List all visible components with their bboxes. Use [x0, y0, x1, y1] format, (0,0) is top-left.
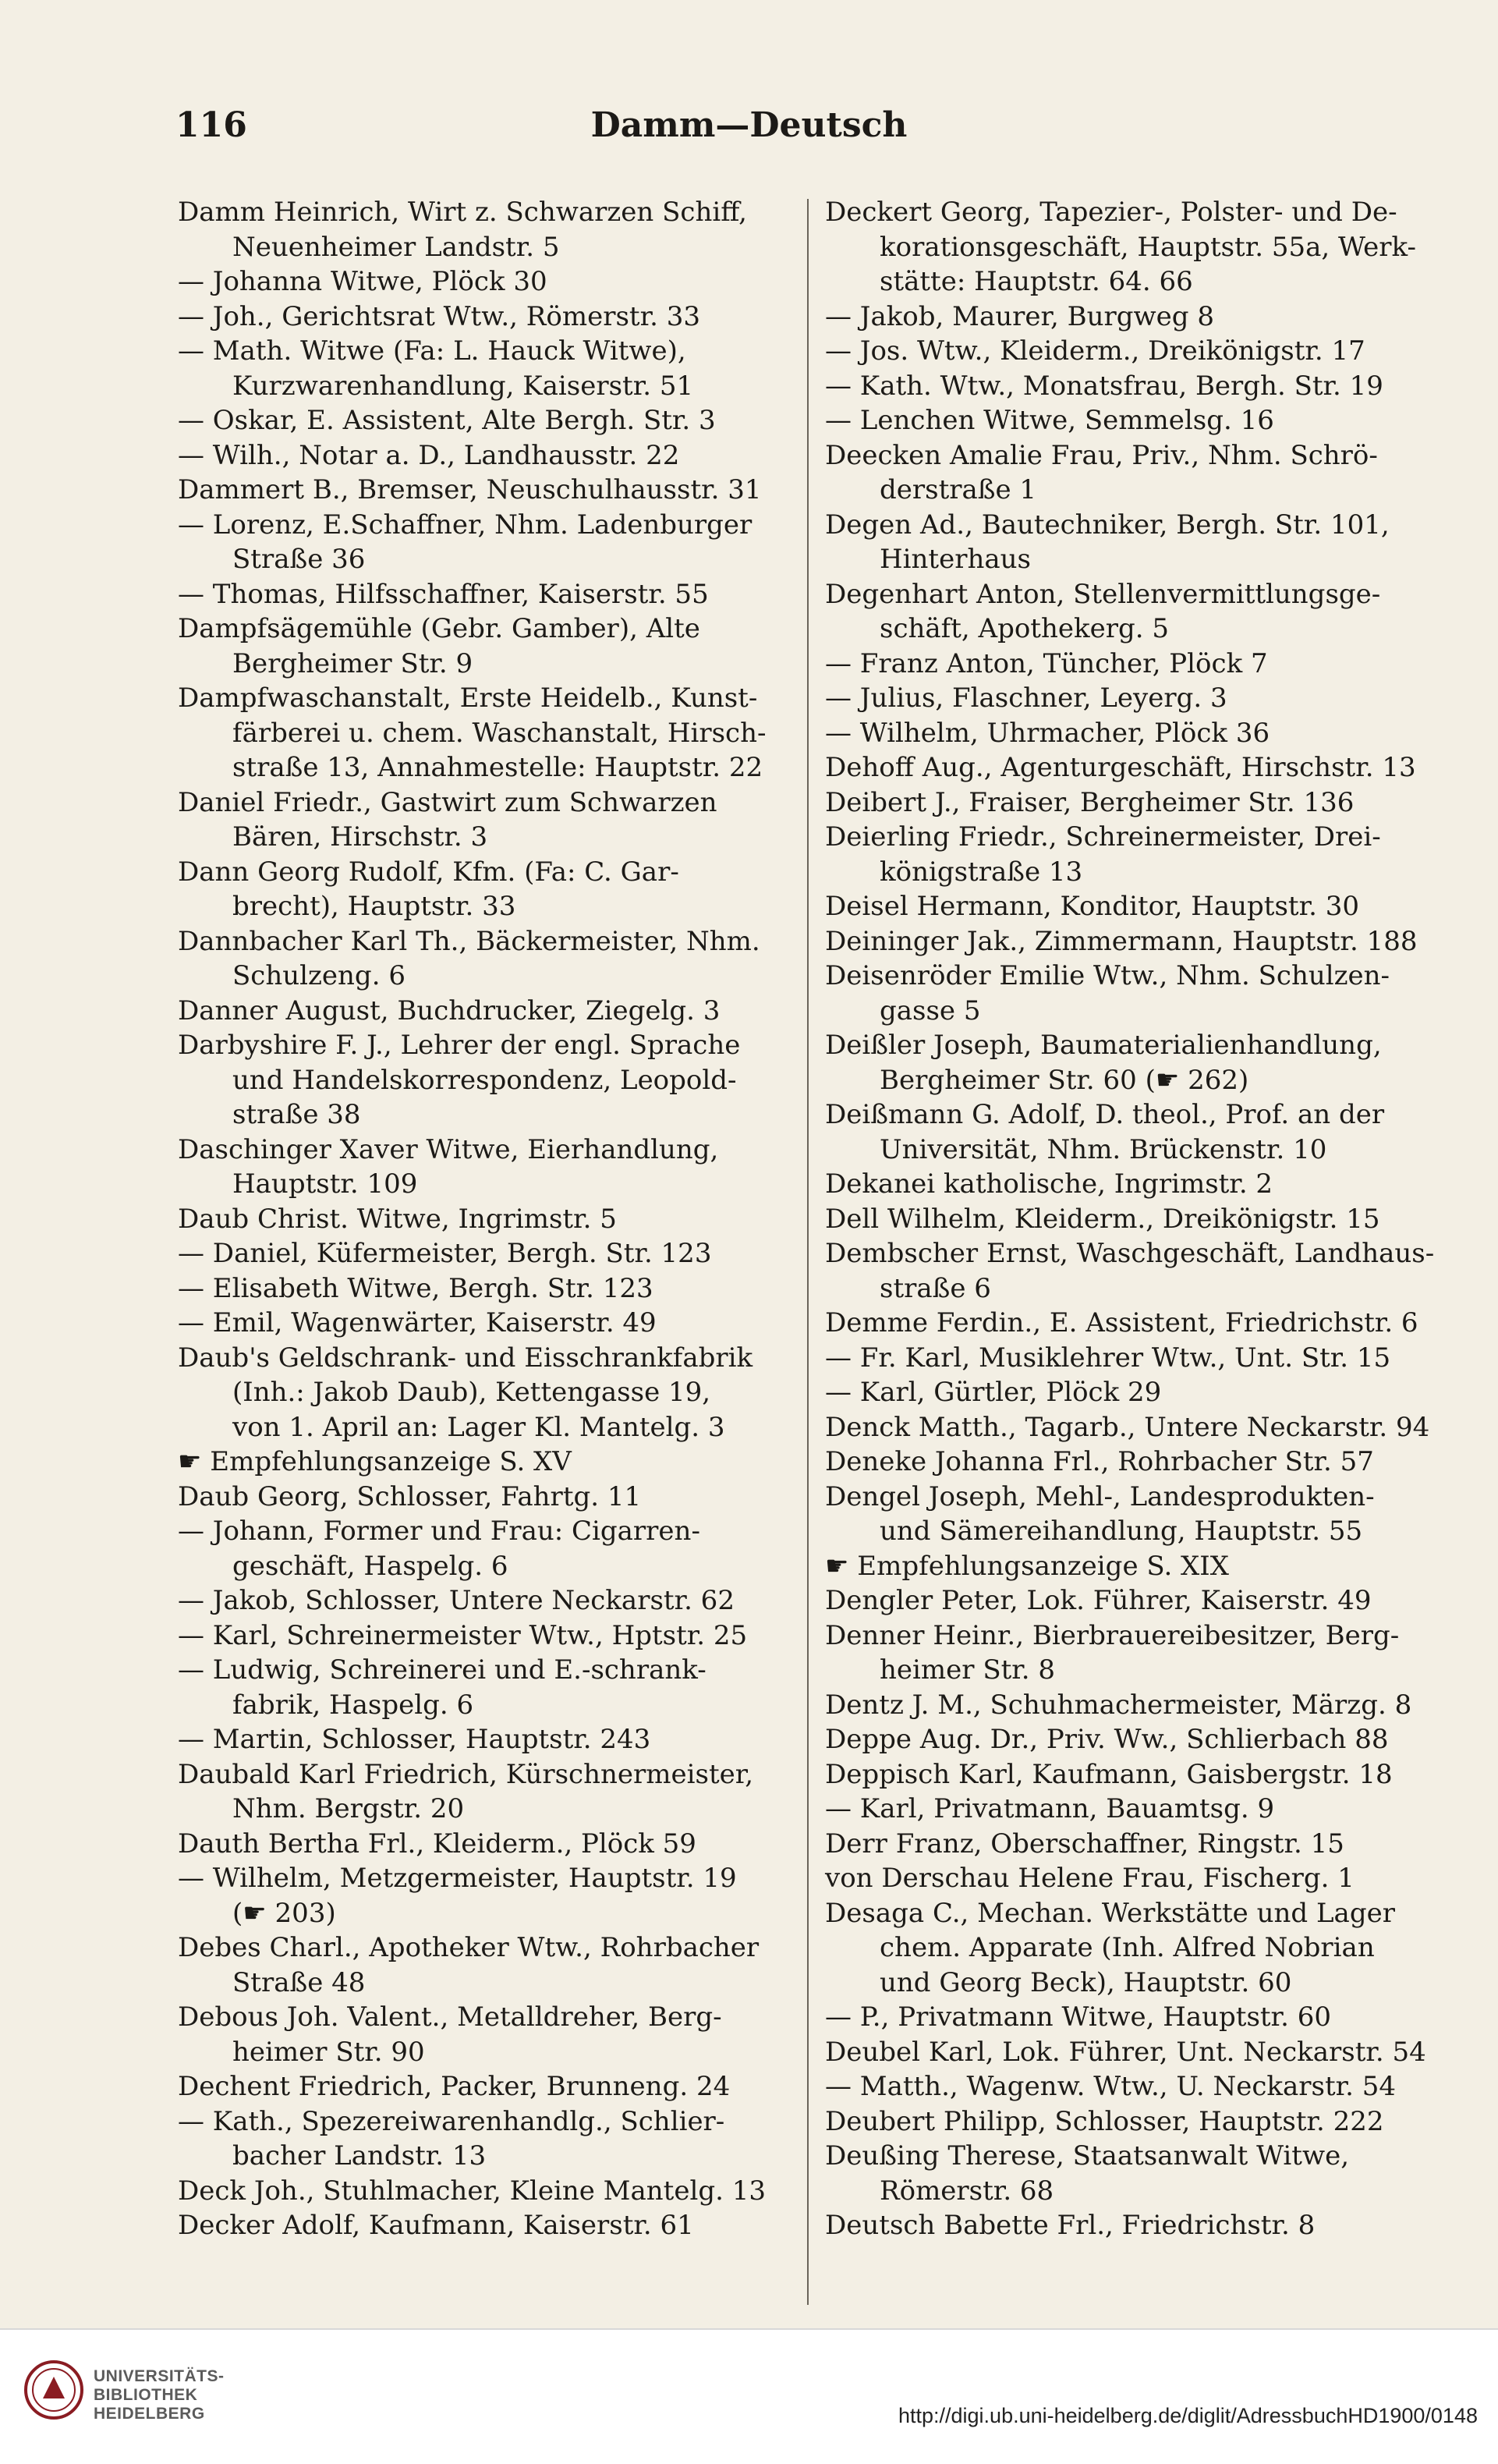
directory-entry: [825, 1306, 1457, 1341]
directory-entry: [825, 1688, 1457, 1723]
directory-entry: [825, 1028, 1457, 1097]
directory-entry: [825, 1445, 1457, 1480]
entry-line: Deck Joh., Stuhlmacher, Kleine Mantelg. 13: [178, 2175, 766, 2207]
directory-entry: [178, 1306, 802, 1341]
directory-entry: [825, 1792, 1457, 1827]
directory-entry: [825, 785, 1457, 821]
entry-line: Deckert Georg, Tapezier-, Polster- und De-: [825, 197, 1397, 228]
entry-continuation: derstraße 1: [880, 474, 1037, 505]
directory-entry: [825, 716, 1457, 751]
directory-entry: [825, 2069, 1457, 2104]
entry-line: Damm Heinrich, Wirt z. Schwarzen Schiff,: [178, 197, 747, 228]
entry-line: — Julius, Flaschner, Leyerg. 3: [825, 682, 1227, 714]
entry-continuation: Straße 48: [232, 1966, 366, 1998]
directory-entry: [825, 2104, 1457, 2140]
entry-line: Darbyshire F. J., Lehrer der engl. Sprache: [178, 1030, 741, 1061]
entry-line: — Emil, Wagenwärter, Kaiserstr. 49: [178, 1307, 657, 1338]
entry-line: — Thomas, Hilfsschaffner, Kaiserstr. 55: [178, 578, 709, 610]
entry-continuation: Universität, Nhm. Brückenstr. 10: [880, 1133, 1327, 1165]
directory-entry: [825, 1549, 1457, 1584]
source-url[interactable]: http://digi.ub.uni-heidelberg.de/diglit/AdressbuchHD1900/0148: [898, 2404, 1478, 2427]
entry-line: Deutsch Babette Frl., Friedrichstr. 8: [825, 2210, 1316, 2241]
directory-entry: [825, 577, 1457, 647]
entry-line: — Martin, Schlosser, Hauptstr. 243: [178, 1724, 651, 1755]
directory-entry: [178, 1583, 802, 1618]
right-column: [825, 195, 1457, 2243]
entry-continuation: gasse 5: [880, 994, 981, 1026]
entry-line: Deneke Johanna Frl., Rohrbacher Str. 57: [825, 1446, 1374, 1477]
entry-continuation: Römerstr. 68: [880, 2175, 1054, 2207]
directory-entry: [178, 994, 802, 1029]
directory-entry: [825, 1236, 1457, 1306]
entry-line: ☛ Empfehlungsanzeige S. XIX: [825, 1550, 1229, 1582]
directory-entry: [178, 2208, 802, 2243]
entry-line: Deußing Therese, Staatsanwalt Witwe,: [825, 2140, 1349, 2172]
directory-entry: [825, 1341, 1457, 1376]
entry-line: Dann Georg Rudolf, Kfm. (Fa: C. Gar-: [178, 856, 679, 888]
directory-entry: [178, 1861, 802, 1930]
entry-line: Dampfwaschanstalt, Erste Heidelb., Kunst-: [178, 682, 758, 714]
entry-line: Deppisch Karl, Kaufmann, Gaisbergstr. 18: [825, 1758, 1393, 1790]
entry-line: Denner Heinr., Bierbrauereibesitzer, Berg-: [825, 1619, 1400, 1651]
directory-entry: [825, 195, 1457, 300]
directory-entry: [178, 300, 802, 335]
entry-line: Dannbacher Karl Th., Bäckermeister, Nhm.: [178, 925, 760, 957]
directory-entry: [825, 647, 1457, 682]
entry-continuation: (☛ 203): [232, 1897, 336, 1929]
footer-bar: [0, 2328, 1498, 2464]
library-line: UNIVERSITÄTS-: [94, 2367, 225, 2385]
entry-line: — Daniel, Küfermeister, Bergh. Str. 123: [178, 1238, 712, 1269]
entry-line: — Oskar, E. Assistent, Alte Bergh. Str. 3: [178, 405, 716, 436]
directory-entry: [825, 681, 1457, 716]
directory-entry: [825, 1757, 1457, 1792]
directory-entry: [178, 403, 802, 438]
entry-line: Deißmann G. Adolf, D. theol., Prof. an der: [825, 1099, 1385, 1130]
entry-continuation: Bären, Hirschstr. 3: [232, 821, 488, 853]
directory-entry: [825, 403, 1457, 438]
entry-line: Dehoff Aug., Agenturgeschäft, Hirschstr. 13: [825, 752, 1416, 783]
entry-line: Deecken Amalie Frau, Priv., Nhm. Schrö-: [825, 439, 1378, 471]
entry-line: Dechent Friedrich, Packer, Brunneng. 24: [178, 2071, 731, 2102]
directory-entry: [178, 473, 802, 508]
entry-line: Deubert Philipp, Schlosser, Hauptstr. 222: [825, 2105, 1384, 2137]
library-name: [94, 2367, 225, 2423]
directory-entry: [825, 2035, 1457, 2070]
entry-continuation: straße 6: [880, 1272, 991, 1304]
directory-entry: [825, 1097, 1457, 1167]
entry-continuation: Schulzeng. 6: [232, 960, 405, 991]
directory-entry: [178, 1341, 802, 1445]
directory-entry: [178, 1133, 802, 1202]
entry-line: — Wilhelm, Metzgermeister, Hauptstr. 19: [178, 1863, 737, 1894]
entry-continuation: färberei u. chem. Waschanstalt, Hirsch-: [232, 717, 767, 749]
directory-entry: [178, 924, 802, 994]
directory-entry: [178, 2174, 802, 2209]
directory-entry: [178, 1653, 802, 1722]
entry-continuation: königstraße 13: [880, 856, 1083, 888]
directory-entry: [178, 1271, 802, 1306]
entry-line: Deißler Joseph, Baumaterialienhandlung,: [825, 1030, 1382, 1061]
directory-entry: [825, 1167, 1457, 1202]
entry-continuation: heimer Str. 90: [232, 2036, 425, 2068]
page-number: 116: [175, 105, 247, 145]
directory-entry: [178, 1930, 802, 2000]
library-line: HEIDELBERG: [94, 2405, 205, 2423]
page-title: Damm—Deutsch: [590, 105, 908, 145]
entry-line: Dengler Peter, Lok. Führer, Kaiserstr. 49: [825, 1585, 1372, 1616]
entry-line: Dauth Bertha Frl., Kleiderm., Plöck 59: [178, 1828, 696, 1860]
directory-entry: [178, 1827, 802, 1862]
entry-line: Denck Matth., Tagarb., Untere Neckarstr. 94: [825, 1411, 1430, 1443]
entry-line: — Ludwig, Schreinerei und E.-schrank-: [178, 1654, 707, 1686]
directory-entry: [178, 785, 802, 855]
entry-line: Daub Christ. Witwe, Ingrimstr. 5: [178, 1203, 617, 1235]
directory-entry: [178, 264, 802, 300]
directory-entry: [825, 1861, 1457, 1896]
directory-entry: [825, 438, 1457, 508]
entry-line: Deppe Aug. Dr., Priv. Ww., Schlierbach 88: [825, 1724, 1389, 1755]
directory-entry: [825, 2208, 1457, 2243]
directory-entry: [825, 959, 1457, 1028]
entry-continuation: Kurzwarenhandlung, Kaiserstr. 51: [232, 370, 694, 402]
directory-entry: [825, 1480, 1457, 1549]
entry-continuation: straße 13, Annahmestelle: Hauptstr. 22: [232, 752, 763, 783]
entry-line: Danner August, Buchdrucker, Ziegelg. 3: [178, 994, 721, 1026]
directory-entry: [178, 1445, 802, 1480]
directory-entry: [825, 1202, 1457, 1237]
entry-continuation: Bergheimer Str. 9: [232, 647, 473, 679]
entry-line: Debous Joh. Valent., Metalldreher, Berg-: [178, 2001, 722, 2033]
entry-line: — Kath., Spezereiwarenhandlg., Schlier-: [178, 2105, 725, 2137]
directory-entry: [825, 2000, 1457, 2035]
entry-line: — Fr. Karl, Musiklehrer Wtw., Unt. Str. 15: [825, 1342, 1391, 1374]
entry-continuation: chem. Apparate (Inh. Alfred Nobrian: [880, 1932, 1375, 1963]
entry-line: — Johanna Witwe, Plöck 30: [178, 266, 547, 297]
directory-entry: [178, 1202, 802, 1237]
university-seal-icon: [23, 2359, 84, 2420]
entry-line: Dentz J. M., Schuhmachermeister, Märzg. 8: [825, 1689, 1412, 1721]
entry-line: von Derschau Helene Frau, Fischerg. 1: [825, 1863, 1355, 1894]
entry-line: Deubel Karl, Lok. Führer, Unt. Neckarstr. 54: [825, 2036, 1426, 2068]
directory-entry: [825, 300, 1457, 335]
entry-continuation: Hauptstr. 109: [232, 1168, 418, 1200]
directory-entry: [178, 195, 802, 264]
entry-line: — Karl, Gürtler, Plöck 29: [825, 1377, 1162, 1408]
left-column: [178, 195, 802, 2243]
entry-line: Deisel Hermann, Konditor, Hauptstr. 30: [825, 891, 1359, 922]
entry-line: Debes Charl., Apotheker Wtw., Rohrbacher: [178, 1932, 760, 1963]
directory-entry: [178, 2000, 802, 2069]
entry-line: Dengel Joseph, Mehl-, Landesprodukten-: [825, 1480, 1375, 1512]
entry-continuation: Bergheimer Str. 60 (☛ 262): [880, 1064, 1249, 1096]
entry-line: — Jakob, Maurer, Burgweg 8: [825, 300, 1214, 332]
entry-line: — Jos. Wtw., Kleiderm., Dreikönigstr. 17: [825, 335, 1365, 367]
directory-entry: [178, 681, 802, 785]
directory-entry: [178, 2104, 802, 2174]
entry-line: Dekanei katholische, Ingrimstr. 2: [825, 1168, 1273, 1200]
entry-continuation: schäft, Apothekerg. 5: [880, 613, 1169, 644]
entry-continuation: straße 38: [232, 1099, 361, 1130]
entry-continuation: heimer Str. 8: [880, 1654, 1056, 1686]
directory-entry: [178, 855, 802, 924]
entry-line: Daub's Geldschrank- und Eisschrankfabrik: [178, 1342, 753, 1374]
entry-continuation: Hinterhaus: [880, 544, 1031, 575]
entry-line: Deibert J., Fraiser, Bergheimer Str. 136: [825, 786, 1355, 818]
entry-continuation: (Inh.: Jakob Daub), Kettengasse 19,: [232, 1377, 711, 1408]
directory-entry: [178, 508, 802, 577]
directory-entry: [178, 1618, 802, 1654]
entry-continuation: von 1. April an: Lager Kl. Mantelg. 3: [232, 1411, 725, 1443]
directory-entry: [825, 1375, 1457, 1410]
directory-entry: [825, 1410, 1457, 1445]
entry-line: — Matth., Wagenw. Wtw., U. Neckarstr. 54: [825, 2071, 1397, 2102]
entry-line: — Jakob, Schlosser, Untere Neckarstr. 62: [178, 1585, 735, 1616]
entry-line: Daschinger Xaver Witwe, Eierhandlung,: [178, 1133, 719, 1165]
directory-entry: [825, 889, 1457, 924]
entry-continuation: korationsgeschäft, Hauptstr. 55a, Werk-: [880, 231, 1417, 263]
entry-line: — Kath. Wtw., Monatsfrau, Bergh. Str. 19: [825, 370, 1383, 402]
directory-entry: [178, 1480, 802, 1515]
directory-entry: [825, 334, 1457, 369]
entry-line: Dammert B., Bremser, Neuschulhausstr. 31: [178, 474, 762, 505]
entry-continuation: Neuenheimer Landstr. 5: [232, 231, 560, 263]
entry-line: Daubald Karl Friedrich, Kürschnermeister,: [178, 1758, 754, 1790]
entry-line: — Lenchen Witwe, Semmelsg. 16: [825, 405, 1274, 436]
entry-line: ☛ Empfehlungsanzeige S. XV: [178, 1446, 572, 1477]
entry-line: Desaga C., Mechan. Werkstätte und Lager: [825, 1897, 1395, 1929]
directory-entry: [825, 1896, 1457, 2001]
entry-line: — Joh., Gerichtsrat Wtw., Römerstr. 33: [178, 300, 700, 332]
entry-line: Demme Ferdin., E. Assistent, Friedrichstr. 6: [825, 1307, 1418, 1338]
directory-entry: [825, 820, 1457, 889]
entry-line: Decker Adolf, Kaufmann, Kaiserstr. 61: [178, 2210, 694, 2241]
entry-continuation: geschäft, Haspelg. 6: [232, 1550, 508, 1582]
entry-continuation: und Handelskorrespondenz, Leopold-: [232, 1064, 737, 1096]
directory-entry: [825, 1618, 1457, 1688]
entry-continuation: Nhm. Bergstr. 20: [232, 1793, 465, 1824]
directory-entry: [178, 1236, 802, 1271]
entry-continuation: und Sämereihandlung, Hauptstr. 55: [880, 1516, 1363, 1547]
directory-entry: [178, 334, 802, 403]
directory-entry: [178, 612, 802, 681]
entry-line: Dell Wilhelm, Kleiderm., Dreikönigstr. 15: [825, 1203, 1380, 1235]
entry-line: Daub Georg, Schlosser, Fahrtg. 11: [178, 1480, 642, 1512]
entry-line: Derr Franz, Oberschaffner, Ringstr. 15: [825, 1828, 1344, 1860]
entry-line: — Lorenz, E.Schaffner, Nhm. Ladenburger: [178, 509, 753, 541]
entry-continuation: fabrik, Haspelg. 6: [232, 1689, 474, 1721]
entry-line: Deisenröder Emilie Wtw., Nhm. Schulzen-: [825, 960, 1390, 991]
entry-line: — Johann, Former und Frau: Cigarren-: [178, 1516, 700, 1547]
entry-line: — Franz Anton, Tüncher, Plöck 7: [825, 647, 1268, 679]
directory-entry: [825, 750, 1457, 785]
entry-line: — Elisabeth Witwe, Bergh. Str. 123: [178, 1272, 653, 1304]
entry-line: Degenhart Anton, Stellenvermittlungsge-: [825, 578, 1381, 610]
entry-line: Deininger Jak., Zimmermann, Hauptstr. 188: [825, 925, 1418, 957]
entry-continuation: stätte: Hauptstr. 64. 66: [880, 266, 1193, 297]
entry-line: Dembscher Ernst, Waschgeschäft, Landhaus-: [825, 1238, 1435, 1269]
entry-line: — Wilh., Notar a. D., Landhausstr. 22: [178, 439, 680, 471]
directory-entry: [178, 1028, 802, 1133]
entry-line: — Math. Witwe (Fa: L. Hauck Witwe),: [178, 335, 686, 367]
directory-entry: [178, 1757, 802, 1827]
entry-line: — Karl, Privatmann, Bauamtsg. 9: [825, 1793, 1275, 1824]
entry-line: Dampfsägemühle (Gebr. Gamber), Alte: [178, 613, 700, 644]
entry-continuation: brecht), Hauptstr. 33: [232, 891, 516, 922]
directory-entry: [825, 1583, 1457, 1618]
directory-entry: [178, 577, 802, 612]
directory-entry: [825, 924, 1457, 959]
directory-entry: [825, 369, 1457, 404]
entry-continuation: bacher Landstr. 13: [232, 2140, 487, 2172]
entry-line: Deierling Friedr., Schreinermeister, Drei-: [825, 821, 1381, 853]
directory-entry: [178, 1514, 802, 1583]
directory-entry: [178, 2069, 802, 2104]
entry-line: Daniel Friedr., Gastwirt zum Schwarzen: [178, 786, 717, 818]
directory-entry: [825, 508, 1457, 577]
directory-entry: [825, 1722, 1457, 1757]
entry-line: — P., Privatmann Witwe, Hauptstr. 60: [825, 2001, 1331, 2033]
directory-entry: [178, 438, 802, 473]
directory-entry: [178, 1722, 802, 1757]
entry-continuation: und Georg Beck), Hauptstr. 60: [880, 1966, 1292, 1998]
entry-line: — Wilhelm, Uhrmacher, Plöck 36: [825, 717, 1270, 749]
entry-line: Degen Ad., Bautechniker, Bergh. Str. 101,: [825, 509, 1390, 541]
column-divider: [807, 199, 809, 2305]
directory-entry: [825, 1827, 1457, 1862]
entry-continuation: Straße 36: [232, 544, 366, 575]
library-line: BIBLIOTHEK: [94, 2386, 198, 2404]
directory-entry: [825, 2139, 1457, 2208]
entry-line: — Karl, Schreinermeister Wtw., Hptstr. 25: [178, 1619, 748, 1651]
